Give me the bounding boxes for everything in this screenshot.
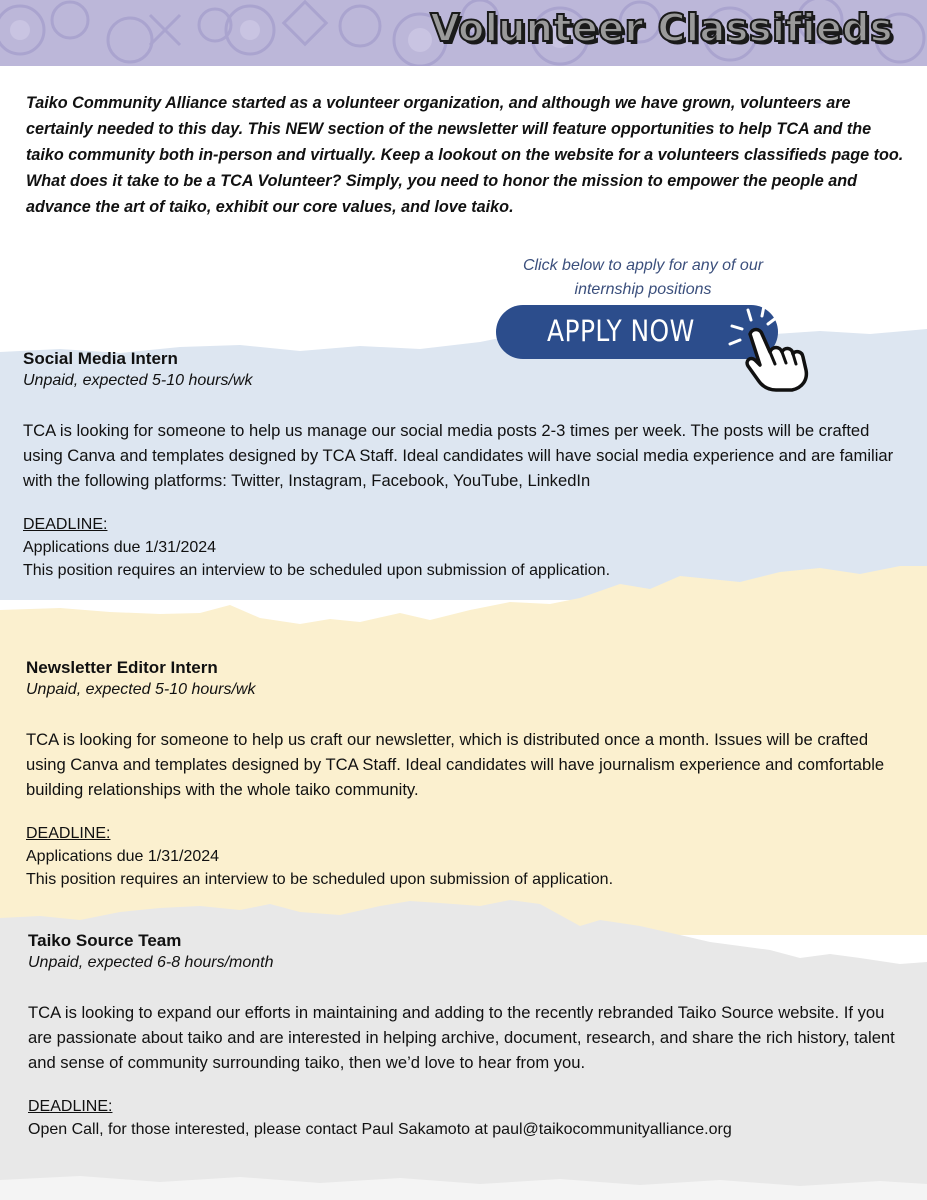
job-title: Newsletter Editor Intern (26, 658, 218, 677)
apply-caption: Click below to apply for any of our internship positions (522, 257, 764, 298)
job-listing-taiko-source (28, 930, 927, 1141)
deadline-label: DEADLINE: (26, 825, 111, 842)
job-description: TCA is looking for someone to help us craft our newsletter, which is distributed once a month. Issues will be crafted using Canva and templates designed by TCA Staff. Ideal candidates will have journalism experience and comfortable building relationships with the whole taiko community. (26, 730, 885, 799)
page-title: Volunteer Classifieds (430, 6, 893, 50)
deadline-label: DEADLINE: (28, 1098, 113, 1115)
intro-paragraph: Taiko Community Alliance started as a volunteer organization, and although we have grown, volunteers are certainly needed to this day. This NEW section of the newsletter will feature opportunities to help TCA and the taiko community both in-person and virtually. Keep a lookout on the website for a volunteers classifieds page too. What does it take to be a TCA Volunteer? Simply, you need to honor the mission to empower the people and advance the art of taiko, exhibit our core values, and love taiko. (26, 94, 904, 216)
job-subtitle: Unpaid, expected 5-10 hours/wk (23, 372, 253, 389)
job-listing-newsletter-editor (26, 657, 927, 891)
deadline-label: DEADLINE: (23, 516, 108, 533)
job-title: Taiko Source Team (28, 931, 182, 950)
deadline-line: This position requires an interview to be scheduled upon submission of application. (26, 871, 614, 888)
job-title: Social Media Intern (23, 349, 178, 368)
job-subtitle: Unpaid, expected 6-8 hours/month (28, 954, 274, 971)
pointing-hand-icon (718, 300, 818, 392)
job-description: TCA is looking for someone to help us manage our social media posts 2-3 times per week. The posts will be crafted using Canva and templates designed by TCA Staff. Ideal candidates will have social media experience and are familiar with the following platforms: Twitter, Instagram, Facebook, YouTube, LinkedIn (23, 421, 894, 490)
deadline-line: Open Call, for those interested, please contact Paul Sakamoto at paul@taikocommunityalliance.org (28, 1121, 732, 1138)
job-subtitle: Unpaid, expected 5-10 hours/wk (26, 681, 256, 698)
apply-now-label: APPLY NOW (547, 314, 695, 348)
deadline-line: This position requires an interview to be scheduled upon submission of application. (23, 562, 611, 579)
deadline-line: Applications due 1/31/2024 (26, 848, 220, 865)
job-description: TCA is looking to expand our efforts in maintaining and adding to the recently rebranded Taiko Source website. If you are passionate about taiko and are interested in helping archive, document, research, and share the rich history, talent and sense of community surrounding taiko, then we’d love to hear from you. (28, 1003, 895, 1072)
deadline-line: Applications due 1/31/2024 (23, 539, 217, 556)
